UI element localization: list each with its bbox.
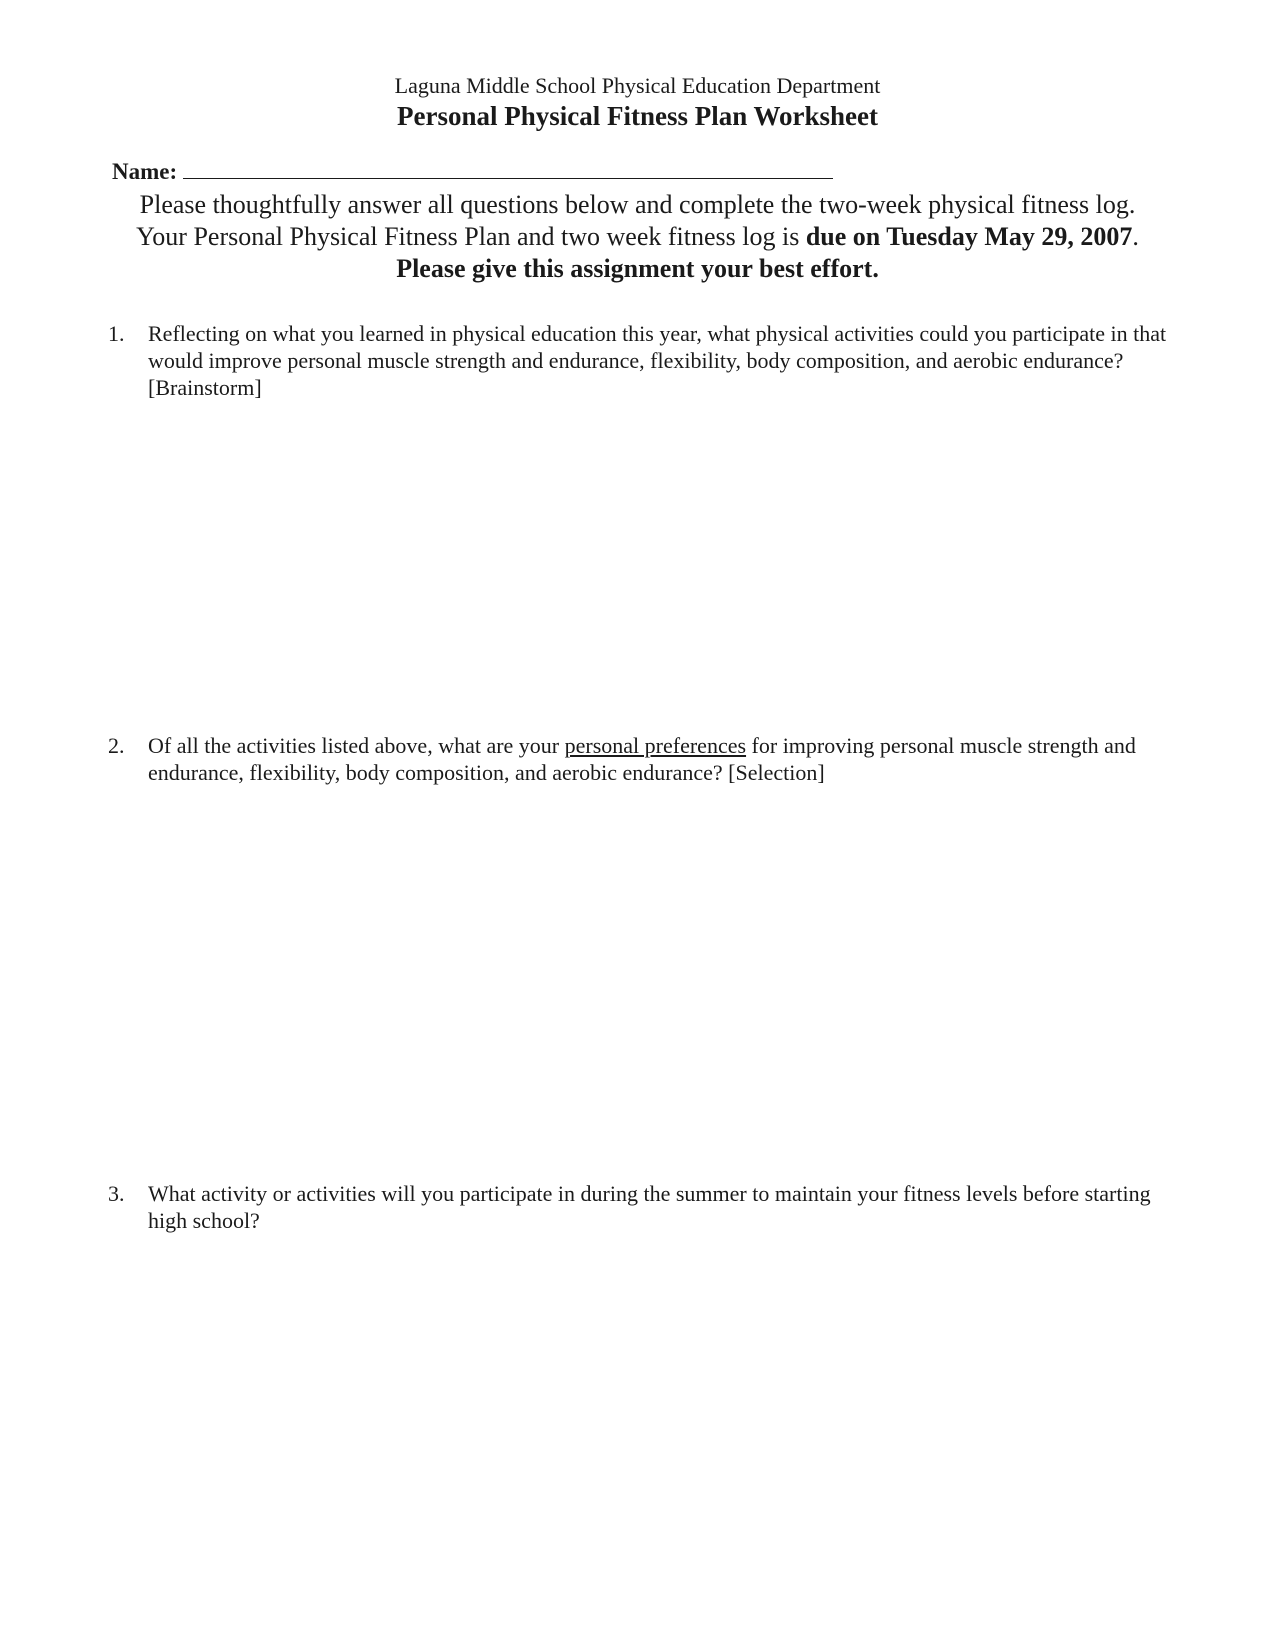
instruction-line-3: Please give this assignment your best effort. xyxy=(396,254,879,283)
worksheet-title: Personal Physical Fitness Plan Worksheet xyxy=(396,101,878,131)
name-label: Name: xyxy=(112,159,178,184)
question-text-before: Of all the activities listed above, what are your xyxy=(148,733,565,758)
due-date: due on Tuesday May 29, 2007 xyxy=(805,222,1133,251)
question-1 xyxy=(108,320,1188,401)
instruction-line-1: Please thoughtfully answer all questions below and complete the two-week physical fitness log. xyxy=(139,190,1136,219)
question-text-underlined: personal preferences xyxy=(564,733,747,758)
question-2 xyxy=(108,732,1188,786)
name-blank-line[interactable] xyxy=(183,158,833,179)
question-text: Reflecting on what you learned in physical education this year, what physical activities could you participate in that would improve personal muscle strength and endurance, flexibility, body composition, and aerobic endurance? [Brainstorm] xyxy=(148,321,1167,400)
question-text-after: for improving personal muscle strength and endurance, flexibility, body composition, and aerobic endurance? [Selection] xyxy=(148,733,1136,785)
name-field-row xyxy=(112,158,833,185)
question-text xyxy=(148,732,1188,786)
question-text: What activity or activities will you participate in during the summer to maintain your fitness levels before starting high school? xyxy=(148,1181,1151,1233)
instruction-line-2-suffix: . xyxy=(1132,222,1139,251)
question-number: 2. xyxy=(108,733,125,758)
question-3 xyxy=(108,1180,1188,1234)
question-number: 3. xyxy=(108,1181,125,1206)
question-number: 1. xyxy=(108,321,125,346)
instruction-line-2-prefix: Your Personal Physical Fitness Plan and two week fitness log is xyxy=(136,222,806,251)
instruction-line-2 xyxy=(0,222,1275,252)
department-heading: Laguna Middle School Physical Education Department xyxy=(394,73,881,98)
